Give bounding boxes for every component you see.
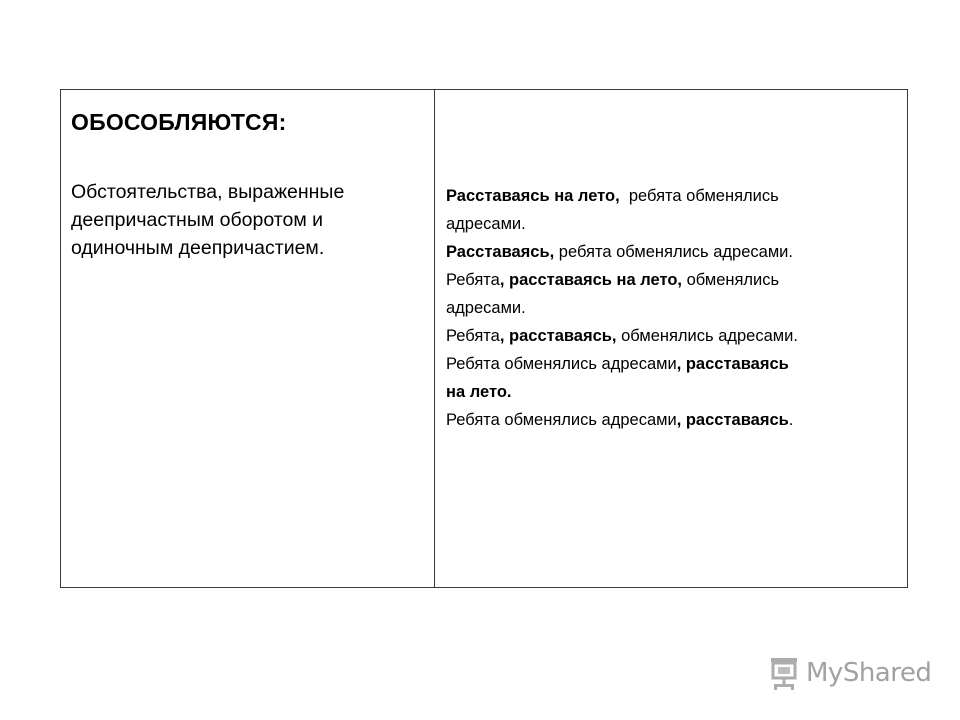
- example-text: адресами.: [446, 215, 526, 233]
- example-highlight: , расставаясь,: [499, 327, 617, 345]
- example-text: обменялись адресами.: [616, 327, 798, 345]
- example-line: [446, 210, 901, 238]
- rule-heading: ОБОСОБЛЯЮТСЯ:: [71, 109, 287, 135]
- watermark-text: MyShared: [806, 658, 932, 688]
- examples-list: [446, 182, 901, 434]
- rule-description: [71, 178, 426, 262]
- description-line: одиночным деепричастием.: [71, 237, 325, 259]
- example-line: [446, 378, 901, 406]
- example-line: [446, 266, 901, 294]
- description-line: Обстоятельства, выраженные: [71, 181, 345, 203]
- example-line: [446, 238, 901, 266]
- example-text: .: [788, 411, 794, 429]
- example-text: обменялись: [682, 271, 780, 289]
- example-highlight: , расставаясь на лето,: [499, 271, 682, 289]
- example-highlight: Расставаясь на лето,: [446, 187, 620, 205]
- myshared-logo: [768, 656, 931, 690]
- presentation-board-icon: [768, 656, 800, 690]
- example-line: [446, 350, 901, 378]
- example-text: Ребята обменялись адресами: [446, 411, 677, 429]
- example-line: [446, 322, 901, 350]
- example-text: Ребята: [446, 327, 500, 345]
- example-text: ребята обменялись адресами.: [554, 243, 793, 261]
- rule-table: [60, 89, 908, 588]
- example-highlight: на лето.: [446, 383, 512, 401]
- example-text: адресами.: [446, 299, 526, 317]
- examples-cell: [435, 90, 907, 587]
- example-text: Ребята: [446, 271, 500, 289]
- example-highlight: , расставаясь: [676, 355, 789, 373]
- example-highlight: , расставаясь: [676, 411, 789, 429]
- example-text: Ребята обменялись адресами: [446, 355, 677, 373]
- example-text: ребята обменялись: [619, 187, 779, 205]
- example-line: [446, 406, 901, 434]
- example-line: [446, 294, 901, 322]
- rule-cell: [61, 90, 435, 587]
- description-line: деепричастным оборотом и: [71, 209, 324, 231]
- example-highlight: Расставаясь,: [446, 243, 555, 261]
- example-line: [446, 182, 901, 210]
